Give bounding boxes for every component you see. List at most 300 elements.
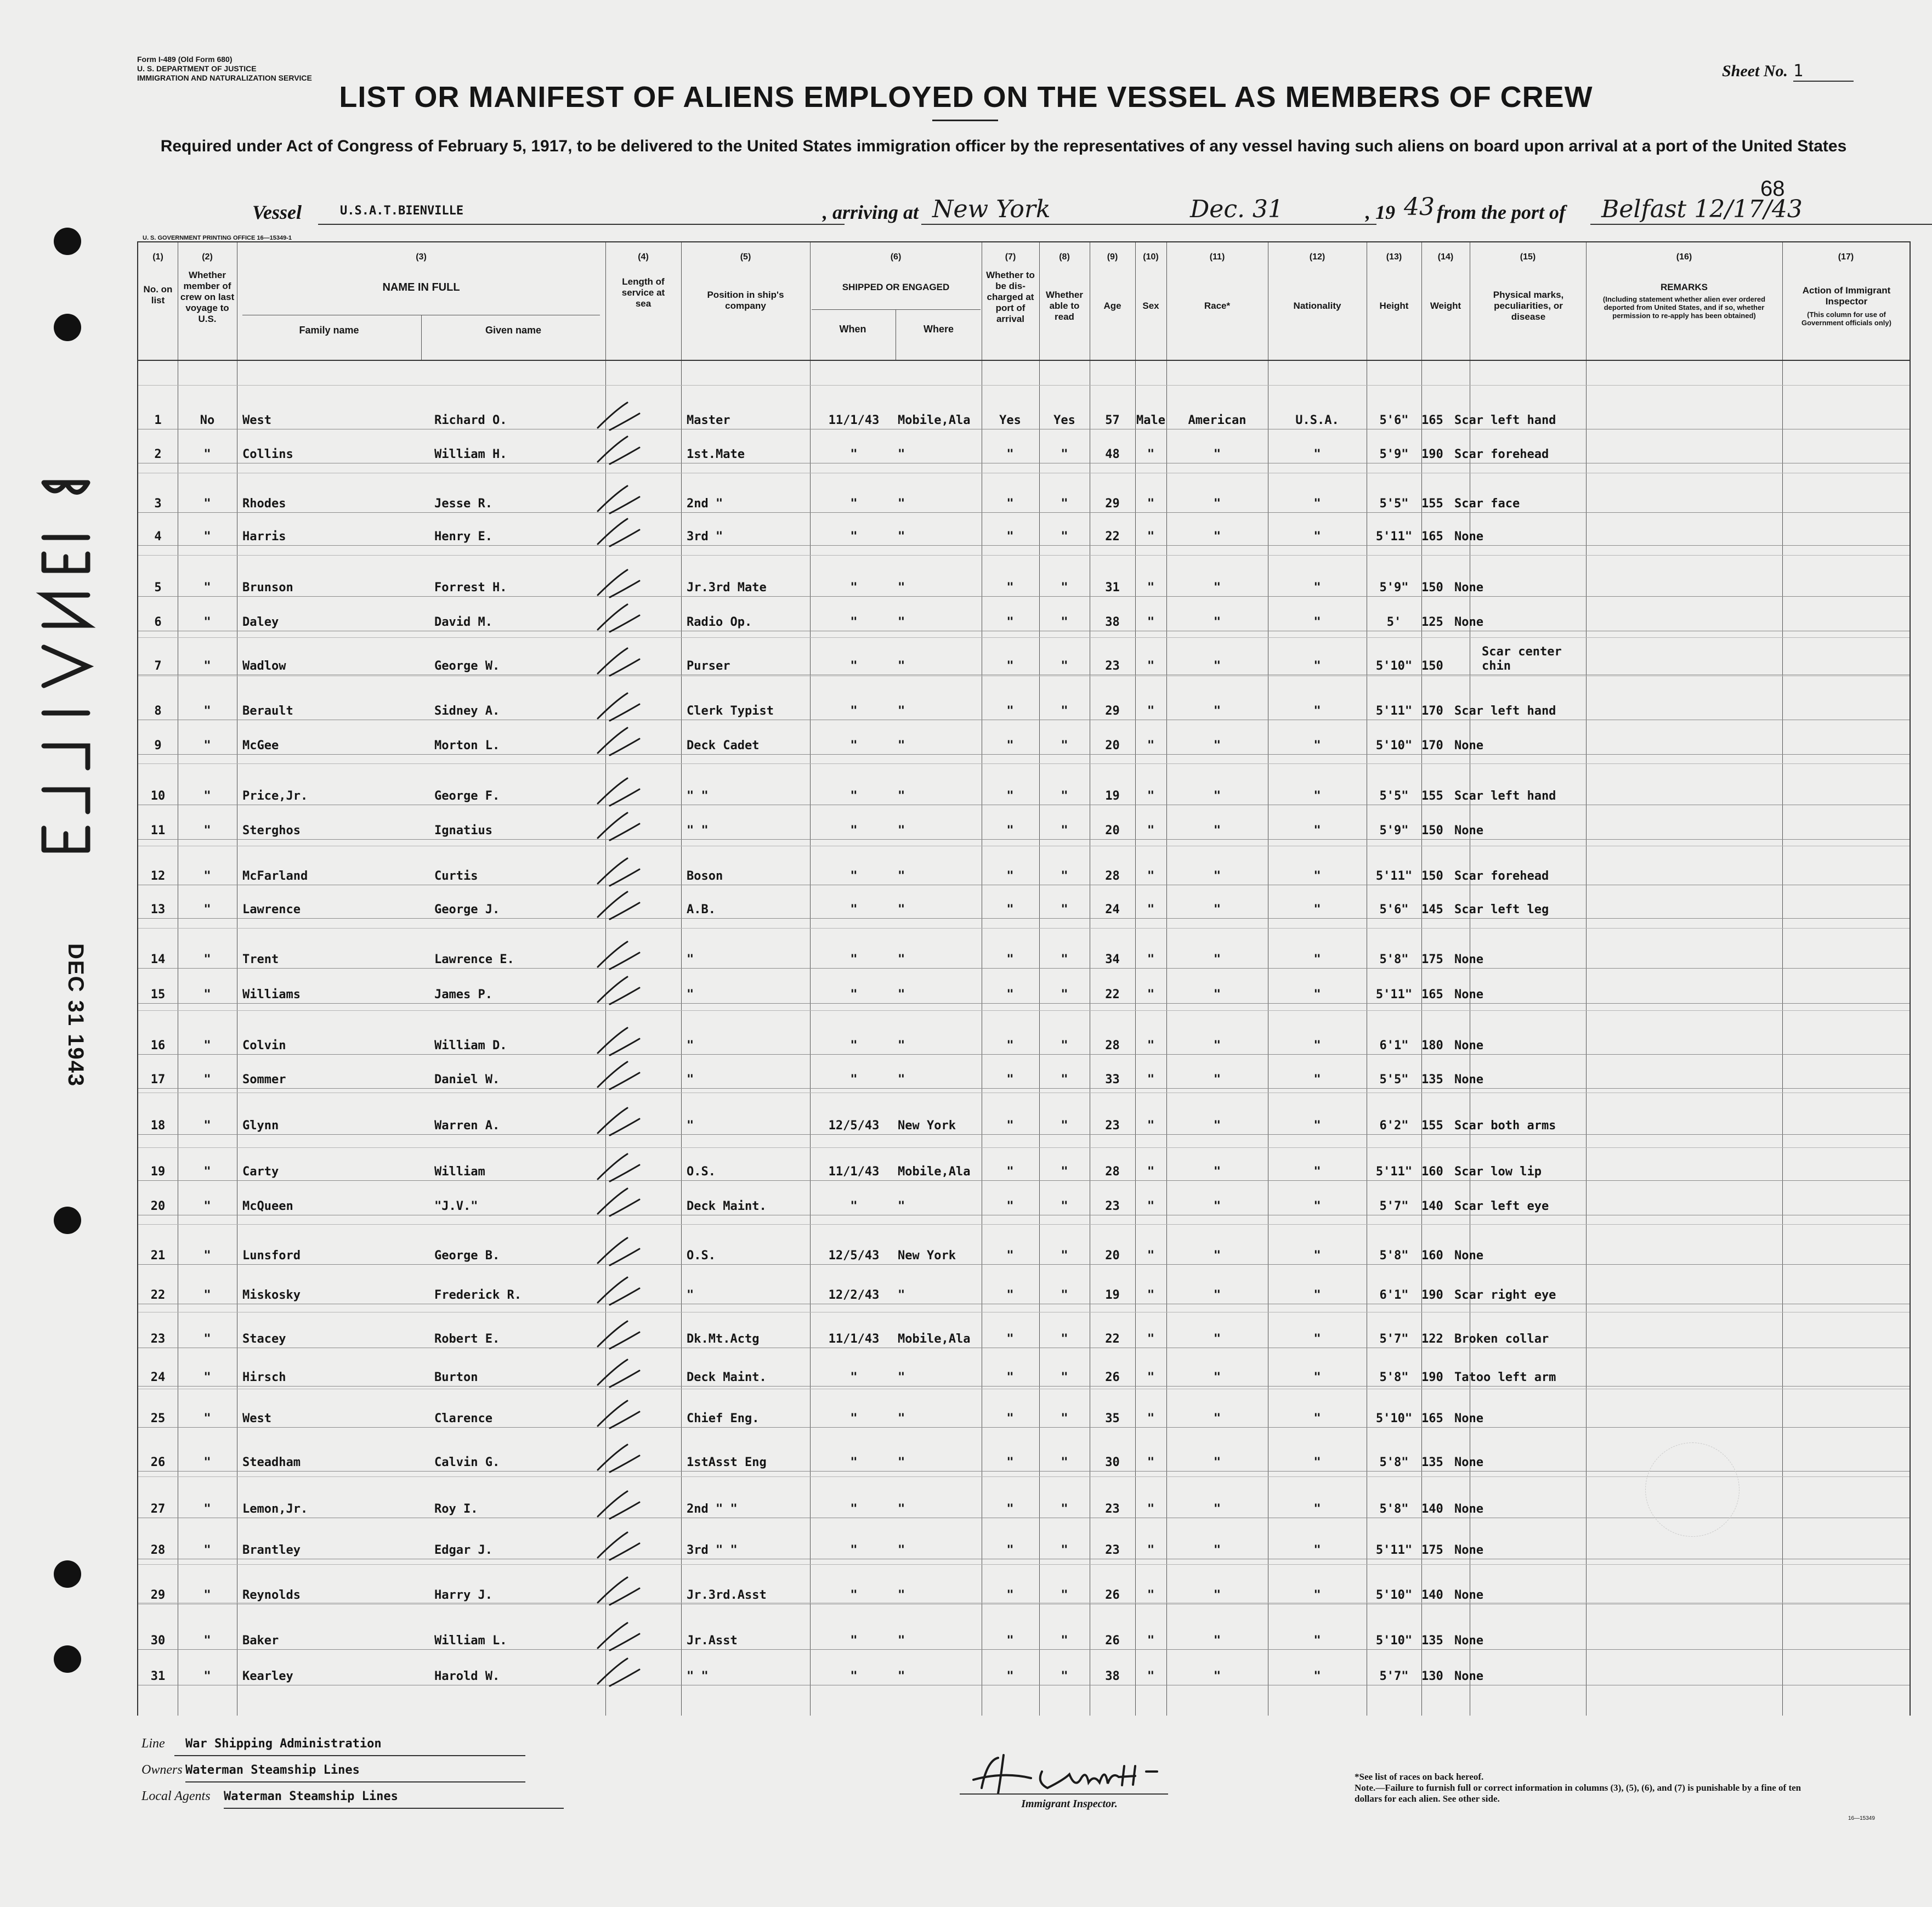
cell-age: 33 xyxy=(1105,1073,1120,1087)
col-num-11: (11) xyxy=(1209,252,1225,262)
cell-height: 5'11" xyxy=(1375,530,1413,544)
check-mark-icon xyxy=(593,1356,643,1389)
cell-height: 5'8" xyxy=(1379,1502,1409,1516)
cell-family: Price,Jr. xyxy=(242,789,308,803)
cell-age: 20 xyxy=(1105,824,1120,838)
cell-height: 6'1" xyxy=(1379,1039,1409,1052)
side-vessel-text: BIENVILLE xyxy=(33,477,36,478)
col-header-given: Given name xyxy=(485,325,542,336)
cell-where: " xyxy=(898,869,905,883)
cell-family: Collins xyxy=(242,448,293,461)
table-row xyxy=(138,574,1910,602)
cell-weight: 150 xyxy=(1421,581,1443,595)
col-num-10: (10) xyxy=(1143,252,1159,262)
cell-nat: " xyxy=(1313,1670,1321,1683)
cell-weight: 180 xyxy=(1421,1039,1443,1052)
department: U. S. DEPARTMENT OF JUSTICE xyxy=(137,64,257,73)
cell-position: 3rd " xyxy=(687,530,723,544)
table-row xyxy=(138,1405,1910,1433)
table-row xyxy=(138,1537,1910,1564)
cell-when: " xyxy=(850,1199,858,1213)
cell-read: " xyxy=(1061,581,1068,595)
cell-family: Williams xyxy=(242,988,301,1001)
cell-given: Warren A. xyxy=(434,1119,500,1133)
col-header-service: Length of service at sea xyxy=(621,276,665,309)
cell-read: " xyxy=(1061,1543,1068,1557)
check-mark-icon xyxy=(593,1059,643,1091)
cell-height: 5'10" xyxy=(1375,739,1413,752)
cell-when: " xyxy=(850,659,858,673)
cell-nat: " xyxy=(1313,1073,1321,1087)
cell-read: " xyxy=(1061,1332,1068,1346)
cell-disch: " xyxy=(1006,615,1014,629)
cell-weight: 175 xyxy=(1421,953,1443,966)
cell-weight: 160 xyxy=(1421,1249,1443,1263)
cell-position: " " xyxy=(687,1670,709,1683)
cell-read: " xyxy=(1061,1119,1068,1133)
table-row xyxy=(138,1242,1910,1270)
cell-given: Harold W. xyxy=(434,1670,500,1683)
cell-no: 6 xyxy=(154,615,162,629)
cell-read: " xyxy=(1061,1412,1068,1425)
cell-race: " xyxy=(1213,988,1221,1001)
col-header-race: Race* xyxy=(1204,301,1231,311)
title-rule xyxy=(932,120,998,121)
cell-height: 5'11" xyxy=(1375,1165,1413,1179)
col-header-prev-voyage: Whether member of crew on last voyage to U.S. xyxy=(180,270,235,324)
cell-given: Curtis xyxy=(434,869,478,883)
cell-marks: Scar left eye xyxy=(1454,1199,1549,1213)
col-num-2: (2) xyxy=(202,252,213,262)
cell-prev: " xyxy=(203,739,211,752)
crew-manifest-table xyxy=(137,241,1911,1716)
cell-where: " xyxy=(898,530,905,544)
cell-no: 30 xyxy=(150,1634,166,1648)
cell-disch: " xyxy=(1006,497,1014,511)
cell-weight: 155 xyxy=(1421,789,1443,803)
table-row xyxy=(138,645,1910,680)
cell-age: 48 xyxy=(1105,448,1120,461)
col-header-when: When xyxy=(839,324,866,335)
cell-race: " xyxy=(1213,1412,1221,1425)
cell-prev: " xyxy=(203,1670,211,1683)
cell-nat: " xyxy=(1313,953,1321,966)
cell-position: Master xyxy=(687,414,730,427)
cell-where: Mobile,Ala xyxy=(898,1332,971,1346)
cell-nat: U.S.A. xyxy=(1295,414,1339,427)
cell-sex: " xyxy=(1147,1543,1155,1557)
cell-nat: " xyxy=(1313,1371,1321,1384)
footnotes xyxy=(1355,1772,1804,1804)
cell-marks: None xyxy=(1454,953,1483,966)
cell-nat: " xyxy=(1313,1412,1321,1425)
col-num-4: (4) xyxy=(638,252,649,262)
check-mark-icon xyxy=(593,567,643,599)
check-mark-icon xyxy=(593,938,643,971)
cell-race: " xyxy=(1213,869,1221,883)
cell-weight: 140 xyxy=(1421,1199,1443,1213)
check-mark-icon xyxy=(593,775,643,808)
sheet-label: Sheet No. xyxy=(1722,62,1788,80)
cell-read: " xyxy=(1061,448,1068,461)
cell-prev: " xyxy=(203,704,211,718)
cell-disch: " xyxy=(1006,1502,1014,1516)
cell-age: 29 xyxy=(1105,497,1120,511)
cell-family: Baker xyxy=(242,1634,279,1648)
col-header-remarks: REMARKS xyxy=(1661,282,1708,292)
cell-height: 5'8" xyxy=(1379,1249,1409,1263)
form-identifier xyxy=(137,55,312,83)
cell-sex: " xyxy=(1147,1165,1155,1179)
cell-when: 11/1/43 xyxy=(828,414,880,427)
cell-nat: " xyxy=(1313,1249,1321,1263)
cell-prev: " xyxy=(203,1199,211,1213)
cell-when: " xyxy=(850,1412,858,1425)
cell-read: " xyxy=(1061,988,1068,1001)
table-row xyxy=(138,1032,1910,1060)
cell-prev: " xyxy=(203,1288,211,1302)
cell-sex: " xyxy=(1147,659,1155,673)
cell-where: " xyxy=(898,497,905,511)
cell-disch: " xyxy=(1006,704,1014,718)
cell-family: Wadlow xyxy=(242,659,286,673)
cell-disch: " xyxy=(1006,903,1014,916)
table-row xyxy=(138,863,1910,890)
col-header-marks: Physical marks, peculiarities, or disease xyxy=(1493,290,1564,322)
cell-nat: " xyxy=(1313,789,1321,803)
from-label: from the port of xyxy=(1437,201,1566,223)
cell-disch: " xyxy=(1006,1371,1014,1384)
cell-sex: " xyxy=(1147,1456,1155,1469)
form-number: Form I-489 (Old Form 680) xyxy=(137,55,233,64)
cell-read: " xyxy=(1061,1039,1068,1052)
cell-age: 20 xyxy=(1105,1249,1120,1263)
table-row xyxy=(138,1193,1910,1220)
cell-no: 18 xyxy=(150,1119,166,1133)
cell-age: 30 xyxy=(1105,1456,1120,1469)
cell-weight: 145 xyxy=(1421,903,1443,916)
cell-when: " xyxy=(850,1456,858,1469)
cell-marks: Scar left hand xyxy=(1454,789,1556,803)
cell-no: 1 xyxy=(154,414,162,427)
cell-age: 28 xyxy=(1105,1165,1120,1179)
cell-family: Rhodes xyxy=(242,497,286,511)
table-row xyxy=(138,1582,1910,1609)
cell-prev: " xyxy=(203,789,211,803)
cell-where: " xyxy=(898,581,905,595)
cell-sex: " xyxy=(1147,497,1155,511)
cell-disch: " xyxy=(1006,739,1014,752)
col-num-16: (16) xyxy=(1676,252,1692,262)
check-mark-icon xyxy=(593,399,643,432)
cell-family: West xyxy=(242,414,271,427)
cell-marks: None xyxy=(1454,1543,1483,1557)
cell-no: 17 xyxy=(150,1073,166,1087)
cell-given: Henry E. xyxy=(434,530,492,544)
table-row xyxy=(138,1158,1910,1186)
cell-age: 28 xyxy=(1105,1039,1120,1052)
cell-given: Roy I. xyxy=(434,1502,478,1516)
cell-prev: " xyxy=(203,1456,211,1469)
cell-prev: " xyxy=(203,1634,211,1648)
col-header-nationality: Nationality xyxy=(1293,301,1341,311)
cell-disch: " xyxy=(1006,1670,1014,1683)
cell-marks: None xyxy=(1454,988,1483,1001)
cell-position: Clerk Typist xyxy=(687,704,774,718)
cell-prev: " xyxy=(203,448,211,461)
table-row xyxy=(138,1449,1910,1476)
cell-marks: Scar forehead xyxy=(1454,448,1549,461)
cell-age: 26 xyxy=(1105,1588,1120,1602)
punch-hole xyxy=(54,1645,81,1673)
cell-height: 5'7" xyxy=(1379,1670,1409,1683)
cell-when: " xyxy=(850,615,858,629)
cell-position: Boson xyxy=(687,869,723,883)
table-row xyxy=(138,1282,1910,1309)
check-mark-icon xyxy=(593,1025,643,1057)
cell-given: Burton xyxy=(434,1371,478,1384)
inspector-signature xyxy=(971,1750,1168,1799)
cell-height: 5' xyxy=(1386,615,1402,629)
col-num-5: (5) xyxy=(740,252,751,262)
cell-prev: " xyxy=(203,1249,211,1263)
line-value: War Shipping Administration xyxy=(174,1733,525,1756)
cell-nat: " xyxy=(1313,1634,1321,1648)
cell-sex: " xyxy=(1147,1119,1155,1133)
punch-hole xyxy=(54,314,81,341)
cell-when: " xyxy=(850,1371,858,1384)
cell-height: 5'6" xyxy=(1379,903,1409,916)
table-row xyxy=(138,783,1910,810)
cell-given: George W. xyxy=(434,659,500,673)
cell-disch: " xyxy=(1006,988,1014,1001)
cell-marks: None xyxy=(1454,1456,1483,1469)
cell-when: " xyxy=(850,448,858,461)
cell-position: " xyxy=(687,953,694,966)
cell-family: Kearley xyxy=(242,1670,293,1683)
cell-disch: " xyxy=(1006,1119,1014,1133)
cell-given: "J.V." xyxy=(434,1199,478,1213)
cell-disch: " xyxy=(1006,1412,1014,1425)
cell-family: McGee xyxy=(242,739,279,752)
check-mark-icon xyxy=(593,974,643,1006)
table-row xyxy=(138,698,1910,725)
line-label: Line xyxy=(141,1736,165,1751)
service: IMMIGRATION AND NATURALIZATION SERVICE xyxy=(137,73,312,82)
cell-nat: " xyxy=(1313,659,1321,673)
cell-family: Stacey xyxy=(242,1332,286,1346)
table-row xyxy=(138,1496,1910,1523)
cell-no: 19 xyxy=(150,1165,166,1179)
col-header-read: Whether able to read xyxy=(1046,290,1083,322)
cell-where: " xyxy=(898,824,905,838)
cell-nat: " xyxy=(1313,615,1321,629)
cell-read: " xyxy=(1061,1588,1068,1602)
cell-position: 3rd " " xyxy=(687,1543,738,1557)
side-date-stamp: DEC 31 1943 xyxy=(64,943,88,1088)
cell-prev: " xyxy=(203,869,211,883)
cell-when: " xyxy=(850,1039,858,1052)
penalty-note: Note.—Failure to furnish full or correct information in columns (3), (5), (6), and (7) is punishable by a fine of ten dollars for each alien. See other side. xyxy=(1355,1782,1801,1804)
cell-nat: " xyxy=(1313,1288,1321,1302)
cell-family: Glynn xyxy=(242,1119,279,1133)
cell-when: " xyxy=(850,1502,858,1516)
cell-family: Sterghos xyxy=(242,824,301,838)
cell-nat: " xyxy=(1313,1332,1321,1346)
cell-where: " xyxy=(898,1456,905,1469)
cell-disch: " xyxy=(1006,448,1014,461)
cell-marks: None xyxy=(1454,1412,1483,1425)
cell-given: George F. xyxy=(434,789,500,803)
cell-no: 20 xyxy=(150,1199,166,1213)
cell-age: 26 xyxy=(1105,1371,1120,1384)
cell-weight: 140 xyxy=(1421,1588,1443,1602)
cell-disch: " xyxy=(1006,789,1014,803)
cell-age: 22 xyxy=(1105,988,1120,1001)
cell-read: " xyxy=(1061,824,1068,838)
cell-nat: " xyxy=(1313,1588,1321,1602)
check-mark-icon xyxy=(593,1185,643,1218)
cell-weight: 135 xyxy=(1421,1456,1443,1469)
cell-marks: Scar center chin xyxy=(1482,645,1562,673)
cell-race: " xyxy=(1213,824,1221,838)
cell-nat: " xyxy=(1313,869,1321,883)
cell-height: 5'8" xyxy=(1379,1371,1409,1384)
cell-where: " xyxy=(898,1288,905,1302)
check-mark-icon xyxy=(593,483,643,516)
cell-family: Hirsch xyxy=(242,1371,286,1384)
col-num-15: (15) xyxy=(1520,252,1536,262)
cell-family: West xyxy=(242,1412,271,1425)
year-prefix: , 19 xyxy=(1366,201,1395,223)
cell-given: Frederick R. xyxy=(434,1288,522,1302)
check-mark-icon xyxy=(593,1274,643,1307)
cell-read: Yes xyxy=(1053,414,1075,427)
cell-disch: " xyxy=(1006,1199,1014,1213)
cell-prev: " xyxy=(203,1412,211,1425)
cell-position: " xyxy=(687,1073,694,1087)
vessel-label: Vessel xyxy=(252,201,302,223)
cell-nat: " xyxy=(1313,1456,1321,1469)
cell-marks: None xyxy=(1454,530,1483,544)
cell-no: 3 xyxy=(154,497,162,511)
cell-read: " xyxy=(1061,1634,1068,1648)
col-header-action: Action of Immigrant Inspector xyxy=(1802,285,1891,307)
cell-sex: " xyxy=(1147,1288,1155,1302)
cell-where: Mobile,Ala xyxy=(898,414,971,427)
cell-given: George J. xyxy=(434,903,500,916)
cell-no: 31 xyxy=(150,1670,166,1683)
cell-weight: 130 xyxy=(1421,1670,1443,1683)
cell-where: New York xyxy=(898,1119,956,1133)
col-header-family: Family name xyxy=(299,325,359,336)
cell-when: " xyxy=(850,1588,858,1602)
cell-age: 31 xyxy=(1105,581,1120,595)
arrival-date: Dec. 31 xyxy=(1179,199,1376,225)
col-header-where: Where xyxy=(923,324,954,335)
cell-sex: " xyxy=(1147,1412,1155,1425)
cell-weight: 122 xyxy=(1421,1332,1443,1346)
check-mark-icon xyxy=(593,1574,643,1607)
cell-when: " xyxy=(850,739,858,752)
cell-weight: 160 xyxy=(1421,1165,1443,1179)
cell-disch: " xyxy=(1006,1288,1014,1302)
cell-read: " xyxy=(1061,1199,1068,1213)
cell-family: Steadham xyxy=(242,1456,301,1469)
cell-race: " xyxy=(1213,1288,1221,1302)
footer-info xyxy=(141,1733,580,1812)
cell-when: 11/1/43 xyxy=(828,1165,880,1179)
cell-disch: " xyxy=(1006,953,1014,966)
cell-marks: None xyxy=(1454,1634,1483,1648)
cell-given: William xyxy=(434,1165,485,1179)
check-mark-icon xyxy=(593,810,643,842)
col-header-shipped: SHIPPED OR ENGAGED xyxy=(842,282,950,292)
cell-disch: " xyxy=(1006,530,1014,544)
cell-age: 23 xyxy=(1105,1502,1120,1516)
check-mark-icon xyxy=(593,889,643,921)
col-header-no: No. on list xyxy=(143,284,173,305)
cell-sex: " xyxy=(1147,615,1155,629)
check-mark-icon xyxy=(593,855,643,888)
cell-sex: " xyxy=(1147,824,1155,838)
cell-family: McFarland xyxy=(242,869,308,883)
check-mark-icon xyxy=(593,725,643,757)
cell-family: Brunson xyxy=(242,581,293,595)
cell-marks: Broken collar xyxy=(1454,1332,1549,1346)
cell-no: 15 xyxy=(150,988,166,1001)
cell-where: " xyxy=(898,953,905,966)
cell-position: Chief Eng. xyxy=(687,1412,760,1425)
col-num-1: (1) xyxy=(152,252,163,262)
signature-line xyxy=(960,1793,1168,1795)
cell-read: " xyxy=(1061,739,1068,752)
arriving-port: New York xyxy=(921,199,1185,225)
cell-nat: " xyxy=(1313,1119,1321,1133)
cell-prev: " xyxy=(203,1332,211,1346)
col-header-action-note: (This column for use of Government officials only) xyxy=(1801,310,1891,327)
cell-prev: " xyxy=(203,903,211,916)
cell-sex: " xyxy=(1147,1371,1155,1384)
table-row xyxy=(138,946,1910,974)
col-num-12: (12) xyxy=(1309,252,1325,262)
cell-where: " xyxy=(898,1073,905,1087)
cell-given: Daniel W. xyxy=(434,1073,500,1087)
col-header-position: Position in ship's company xyxy=(707,290,784,311)
cell-no: 22 xyxy=(150,1288,166,1302)
cell-prev: No xyxy=(200,414,215,427)
cell-family: McQueen xyxy=(242,1199,293,1213)
cell-where: " xyxy=(898,1543,905,1557)
cell-marks: Scar left hand xyxy=(1454,414,1556,427)
cell-given: William L. xyxy=(434,1634,507,1648)
signature-label: Immigrant Inspector. xyxy=(1021,1798,1118,1810)
cell-read: " xyxy=(1061,615,1068,629)
cell-disch: " xyxy=(1006,1332,1014,1346)
cell-prev: " xyxy=(203,1073,211,1087)
cell-race: " xyxy=(1213,1039,1221,1052)
cell-position: Deck Maint. xyxy=(687,1371,767,1384)
printer-mark: U. S. GOVERNMENT PRINTING OFFICE 16—15349-1 xyxy=(143,235,292,241)
cell-read: " xyxy=(1061,1249,1068,1263)
cell-read: " xyxy=(1061,1456,1068,1469)
cell-no: 23 xyxy=(150,1332,166,1346)
cell-race: " xyxy=(1213,953,1221,966)
col-header-height: Height xyxy=(1379,301,1409,311)
col-num-6: (6) xyxy=(890,252,902,262)
cell-prev: " xyxy=(203,953,211,966)
cell-read: " xyxy=(1061,869,1068,883)
